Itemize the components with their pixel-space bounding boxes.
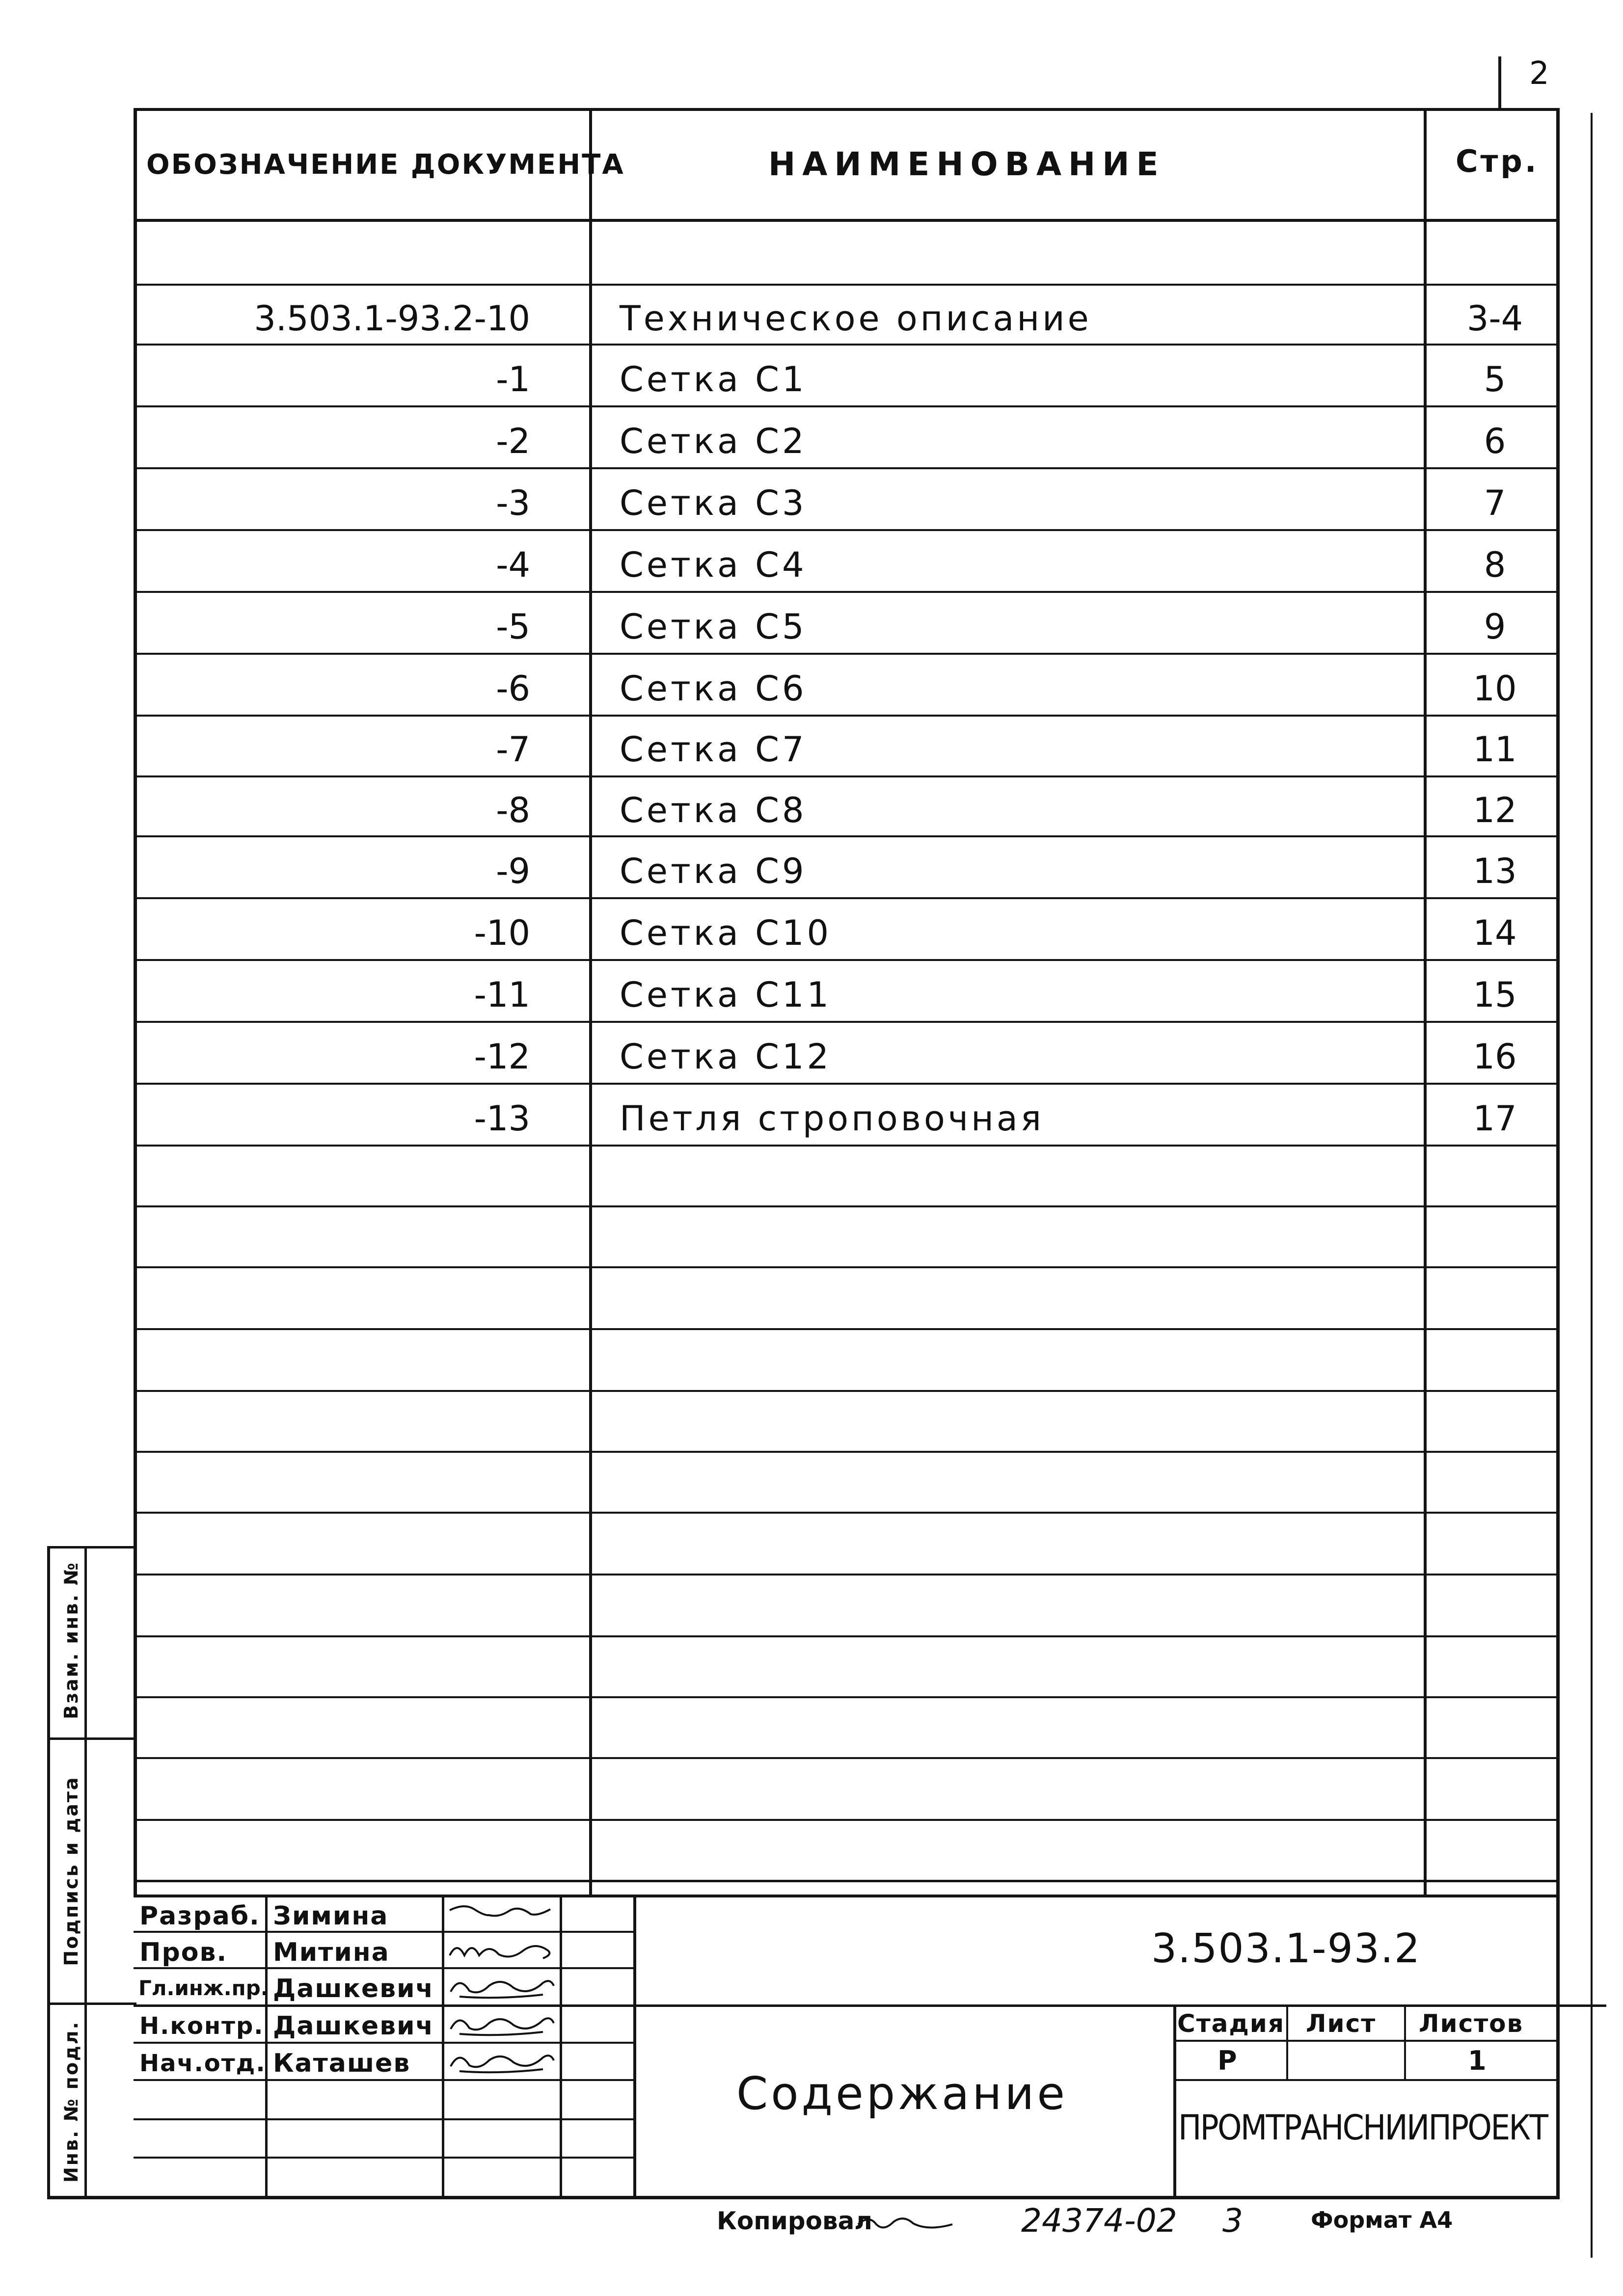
row-designation: -5 [496, 607, 530, 647]
row-line [134, 591, 1560, 593]
tb-document-code: 3.503.1-93.2 [1151, 1925, 1421, 1972]
tb-person: Каташев [273, 2049, 411, 2078]
row-line [134, 715, 1560, 717]
row-page: 11 [1473, 729, 1517, 770]
row-line [134, 1451, 1560, 1453]
row-page: 14 [1473, 913, 1517, 953]
row-name: Сетка С10 [620, 913, 832, 953]
tb-row-line [134, 2079, 636, 2081]
col-divider-2 [1424, 108, 1427, 1895]
row-designation: -11 [474, 975, 530, 1015]
row-page: 3-4 [1466, 298, 1523, 339]
row-line [134, 775, 1560, 777]
signature-1 [445, 1900, 558, 1930]
corner-divider [1498, 56, 1501, 108]
header-page: Стр. [1456, 143, 1539, 179]
row-line [134, 1328, 1560, 1330]
tb-row-line [134, 2118, 636, 2120]
tb-role: Нач.отд. [139, 2050, 266, 2077]
side-stamp-left-line [47, 1546, 50, 2199]
row-name: Сетка С7 [620, 729, 807, 770]
signature-3 [445, 1971, 558, 2003]
row-line [134, 1083, 1560, 1085]
row-name: Сетка С5 [620, 607, 807, 647]
row-page: 5 [1484, 359, 1506, 400]
tb-col-line [442, 1895, 444, 2197]
row-page: 13 [1473, 851, 1517, 891]
side-stamp-signature-date: Подпись и дата [60, 1776, 82, 1966]
tb-stage-row [1173, 2040, 1560, 2042]
row-line [134, 1819, 1560, 1821]
row-name: Сетка С8 [620, 790, 807, 830]
row-designation: -4 [496, 545, 530, 585]
row-page: 6 [1484, 421, 1506, 461]
side-stamp-divider-2 [47, 2002, 136, 2005]
tb-stage-left [1173, 2004, 1176, 2197]
row-line [134, 344, 1560, 346]
row-name: Сетка С4 [620, 545, 807, 585]
footer-copied-by: Копировал [717, 2207, 872, 2235]
tb-row-line [134, 2157, 636, 2159]
row-line [134, 1635, 1560, 1637]
row-name: Сетка С6 [620, 668, 807, 709]
row-line [134, 467, 1560, 469]
tb-row-line [134, 1967, 636, 1969]
header-designation: ОБОЗНАЧЕНИЕ ДОКУМЕНТА [146, 149, 625, 181]
row-line [134, 959, 1560, 961]
col-divider-1 [589, 108, 592, 1895]
row-line [134, 1266, 1560, 1268]
row-line [134, 897, 1560, 899]
row-designation: -1 [496, 359, 530, 400]
row-name: Техническое описание [620, 298, 1092, 339]
row-page: 9 [1484, 607, 1506, 647]
row-designation: -3 [496, 483, 530, 523]
side-stamp-replaced-inv: Взам. инв. № [60, 1561, 82, 1719]
row-name: Сетка С3 [620, 483, 807, 523]
tb-stage-row [1173, 2079, 1560, 2081]
side-stamp-inner-line [84, 1546, 87, 2199]
row-designation: -8 [496, 790, 530, 830]
row-designation: -12 [474, 1037, 530, 1077]
row-line [134, 1205, 1560, 1207]
side-stamp-original-inv: Инв. № подл. [60, 2020, 82, 2183]
tb-col-line [265, 1895, 268, 2197]
row-page: 7 [1484, 483, 1506, 523]
row-name: Сетка С1 [620, 359, 807, 400]
row-page: 16 [1473, 1037, 1517, 1077]
row-page: 17 [1473, 1098, 1517, 1139]
row-designation: -6 [496, 668, 530, 709]
row-designation: -7 [496, 729, 530, 770]
header-bottom-line [134, 219, 1560, 222]
row-page: 15 [1473, 975, 1517, 1015]
frame-right [1556, 108, 1560, 2199]
tb-stage-col [1286, 2004, 1288, 2080]
side-stamp-divider-1 [47, 1737, 136, 1740]
row-line [134, 1390, 1560, 1392]
tb-stage-col [1404, 2004, 1406, 2080]
row-line [134, 284, 1560, 286]
footer-order-number: 24374-02 [1021, 2202, 1177, 2240]
row-designation: -2 [496, 421, 530, 461]
tb-role: Н.контр. [139, 2012, 264, 2040]
tb-stage-value: Р [1217, 2045, 1238, 2076]
title-block-top [134, 1895, 1560, 1897]
tb-organization: ПРОМТРАНСНИИПРОЕКТ [1178, 2108, 1547, 2148]
tb-person: Дашкевич [273, 1974, 434, 2003]
row-name: Сетка С12 [620, 1037, 832, 1077]
tb-sheet-label: Лист [1306, 2009, 1377, 2038]
tb-person: Митина [273, 1938, 390, 1967]
row-line [134, 1512, 1560, 1514]
tb-sheets-label: Листов [1419, 2009, 1524, 2038]
row-name: Сетка С2 [620, 421, 807, 461]
row-line [134, 1757, 1560, 1759]
row-line [134, 405, 1560, 407]
row-designation: -9 [496, 851, 530, 891]
row-line [134, 1021, 1560, 1023]
tb-stage-label: Стадия [1177, 2009, 1285, 2038]
frame-bottom [47, 2196, 1560, 2199]
tb-person: Дашкевич [273, 2011, 434, 2041]
tb-document-title: Содержание [736, 2067, 1068, 2120]
row-line [134, 835, 1560, 837]
row-line [134, 1880, 1560, 1882]
tb-role: Пров. [139, 1938, 228, 1967]
footer-format: Формат А4 [1311, 2207, 1453, 2233]
frame-top [134, 108, 1560, 111]
row-designation: -13 [474, 1098, 530, 1139]
tb-row-line [134, 1931, 636, 1933]
tb-sheets-value: 1 [1468, 2045, 1488, 2076]
tb-col-line [560, 1895, 562, 2197]
row-designation: 3.503.1-93.2-10 [254, 298, 530, 339]
tb-col-line [633, 1895, 636, 2197]
row-designation: -10 [474, 913, 530, 953]
footer-copy-index: 3 [1222, 2202, 1243, 2240]
signature-2 [445, 1936, 558, 1967]
tb-row-line [134, 2004, 1606, 2007]
tb-row-line [134, 2042, 636, 2044]
signature-5 [445, 2046, 558, 2078]
row-name: Сетка С11 [620, 975, 832, 1015]
tb-role: Разраб. [139, 1901, 260, 1931]
row-page: 10 [1473, 668, 1517, 709]
row-page: 8 [1484, 545, 1506, 585]
row-line [134, 653, 1560, 655]
copier-signature [854, 2210, 962, 2234]
tb-role: Гл.инж.пр. [138, 1976, 269, 2000]
tb-person: Зимина [273, 1901, 389, 1931]
sheet-corner-number: 2 [1529, 55, 1549, 92]
header-name: НАИМЕНОВАНИЕ [768, 145, 1165, 183]
row-name: Сетка С9 [620, 851, 807, 891]
row-line [134, 1145, 1560, 1147]
signature-4 [445, 2008, 558, 2041]
row-name: Петля строповочная [620, 1098, 1044, 1139]
row-page: 12 [1473, 790, 1517, 830]
sheet-margin-line [1591, 113, 1593, 2258]
row-line [134, 529, 1560, 531]
row-line [134, 1696, 1560, 1698]
row-line [134, 1574, 1560, 1575]
